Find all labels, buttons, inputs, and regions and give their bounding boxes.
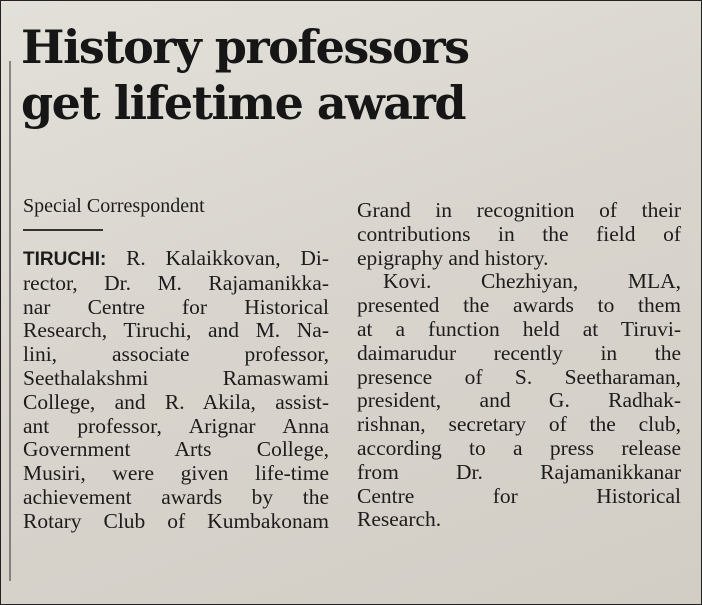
body-line: daimarudur recently in the bbox=[357, 340, 681, 365]
body-line: presented the awards to them bbox=[357, 293, 681, 318]
byline: Special Correspondent bbox=[23, 195, 205, 217]
body-line: contributions in the field of bbox=[357, 221, 681, 246]
byline-rule bbox=[23, 229, 103, 231]
dateline: TIRUCHI: bbox=[23, 249, 107, 270]
body-line: at a function held at Tiruvi- bbox=[357, 316, 681, 341]
body-line: Government Arts College, bbox=[23, 437, 329, 462]
body-line: lini, associate professor, bbox=[23, 342, 329, 367]
body-line: Grand in recognition of their bbox=[357, 198, 681, 222]
body-line: Rotary Club of Kumbakonam bbox=[23, 508, 329, 533]
body-text: R. Kalaikkovan, Di- bbox=[126, 246, 329, 270]
body-line: from Dr. Rajamanikkanar bbox=[357, 459, 681, 484]
body-line: president, and G. Radhak- bbox=[357, 388, 681, 413]
column-divider-left bbox=[9, 61, 11, 581]
body-line: Musiri, were given life-time bbox=[23, 461, 329, 486]
body-line: rector, Dr. M. Rajamanikka- bbox=[23, 270, 329, 295]
body-line: achievement awards by the bbox=[23, 484, 329, 509]
body-line: rishnan, secretary of the club, bbox=[357, 412, 681, 437]
body-line: Research. bbox=[357, 507, 442, 532]
body-line: Centre for Historical bbox=[357, 483, 681, 508]
body-line: Kovi. Chezhiyan, MLA, bbox=[383, 269, 681, 294]
body-line: College, and R. Akila, assist- bbox=[23, 389, 329, 414]
article-column-1 bbox=[23, 247, 329, 534]
body-line bbox=[23, 247, 329, 272]
body-line: according to a press release bbox=[357, 435, 681, 460]
body-line: Seethalakshmi Ramaswami bbox=[23, 365, 329, 390]
headline-line: get lifetime award bbox=[21, 76, 465, 130]
body-line: presence of S. Seetharaman, bbox=[357, 364, 681, 389]
body-line: ant professor, Arignar Anna bbox=[23, 413, 329, 438]
article-headline bbox=[21, 19, 541, 131]
body-line: Research, Tiruchi, and M. Na- bbox=[23, 318, 329, 343]
body-line: nar Centre for Historical bbox=[23, 294, 329, 319]
headline-line: History professors bbox=[21, 20, 469, 74]
body-line: epigraphy and history. bbox=[357, 245, 549, 270]
article-column-2 bbox=[357, 199, 681, 532]
